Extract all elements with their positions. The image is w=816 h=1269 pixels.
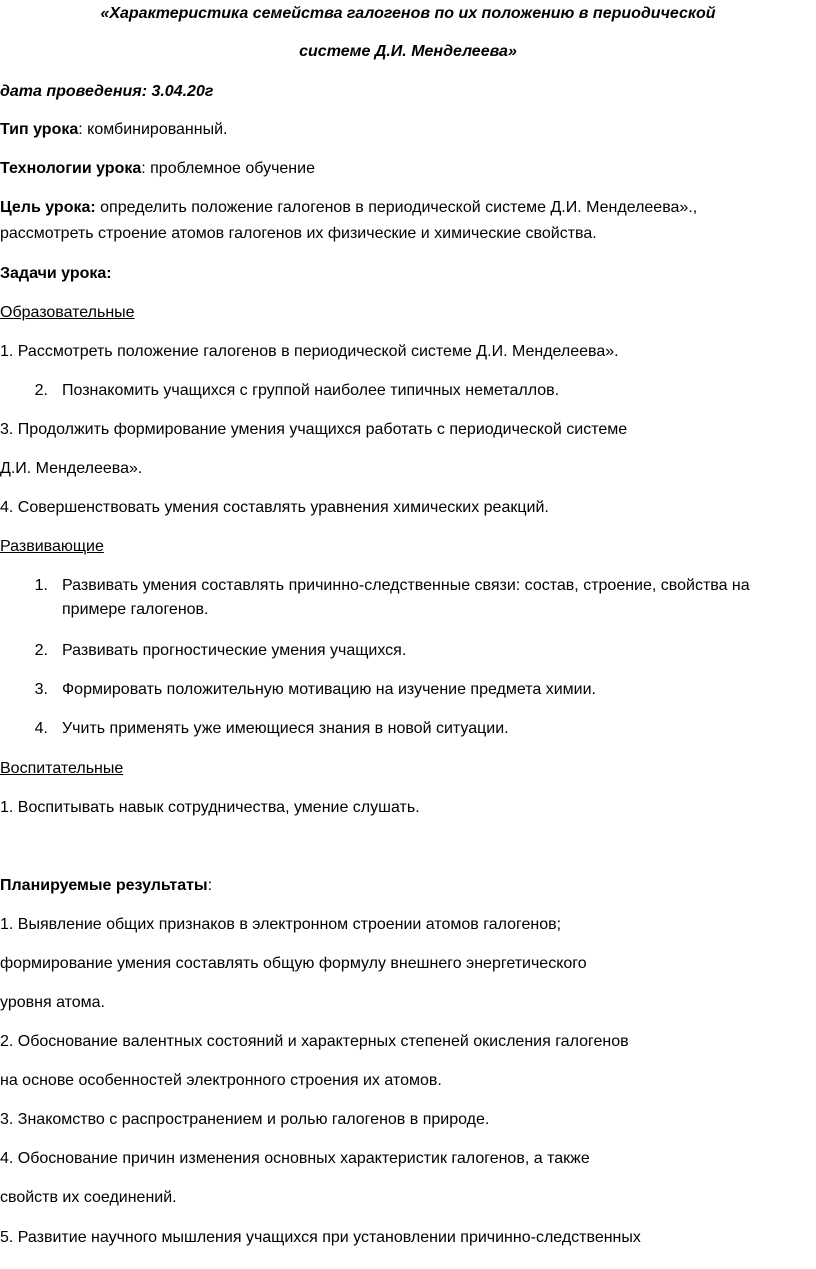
results-line-8: свойств их соединений. — [0, 1189, 177, 1206]
results-line-7: 4. Обоснование причин изменения основных характеристик галогенов, а также — [0, 1150, 590, 1167]
educational-item-2-text: Познакомить учащихся с группой наиболее типичных неметаллов. — [62, 382, 560, 399]
results-heading — [0, 876, 212, 896]
developing-item-1 — [24, 576, 750, 596]
developing-item-1-text-1: Развивать умения составлять причинно-следственные связи: состав, строение, свойства на — [62, 577, 750, 594]
developing-item-4-number: 4. — [34, 720, 48, 737]
developing-item-3-text: Формировать положительную мотивацию на изучение предмета химии. — [62, 681, 596, 698]
developing-item-3-number: 3. — [34, 681, 48, 698]
educational-heading: Образовательные — [0, 304, 135, 321]
results-line-4: 2. Обоснование валентных состояний и характерных степеней окисления галогенов — [0, 1033, 629, 1050]
title-line-2: системе Д.И. Менделеева» — [299, 43, 517, 60]
developing-item-4 — [24, 719, 509, 739]
goal-text-1: определить положение галогенов в периодической системе Д.И. Менделеева»., — [95, 199, 698, 216]
developing-item-2-text: Развивать прогностические умения учащихся. — [62, 642, 407, 659]
educational-item-2 — [24, 381, 559, 401]
educational-item-4: 4. Совершенствовать умения составлять уравнения химических реакций. — [0, 499, 549, 516]
results-line-5: на основе особенностей электронного строения их атомов. — [0, 1072, 442, 1089]
lesson-type-label: Тип урока — [0, 121, 79, 138]
developing-item-3 — [24, 680, 596, 700]
results-line-1: 1. Выявление общих признаков в электронном строении атомов галогенов; — [0, 916, 562, 933]
upbringing-heading: Воспитательные — [0, 760, 124, 777]
educational-item-3-line-2: Д.И. Менделеева». — [0, 460, 143, 477]
goal-text-2: рассмотреть строение атомов галогенов их физические и химические свойства. — [0, 225, 597, 242]
lesson-goal — [0, 198, 697, 218]
title-line-1: «Характеристика семейства галогенов по их положению в периодической — [100, 5, 716, 22]
lesson-type — [0, 120, 227, 140]
results-line-6: 3. Знакомство с распространением и ролью галогенов в природе. — [0, 1111, 490, 1128]
technologies-label: Технологии урока — [0, 160, 142, 177]
results-line-9: 5. Развитие научного мышления учащихся при установлении причинно-следственных — [0, 1229, 641, 1246]
developing-item-1-text-2: примере галогенов. — [62, 601, 209, 618]
developing-item-2-number: 2. — [34, 642, 48, 659]
developing-item-1-number: 1. — [34, 577, 48, 594]
upbringing-item-1: 1. Воспитывать навык сотрудничества, умение слушать. — [0, 799, 420, 816]
educational-item-3-line-1: 3. Продолжить формирование умения учащихся работать с периодической системе — [0, 421, 628, 438]
tasks-heading: Задачи урока: — [0, 265, 112, 282]
results-colon: : — [207, 877, 213, 894]
developing-heading: Развивающие — [0, 538, 104, 555]
educational-item-1: 1. Рассмотреть положение галогенов в периодической системе Д.И. Менделеева». — [0, 343, 619, 360]
results-label: Планируемые результаты — [0, 877, 208, 894]
educational-item-2-number: 2. — [34, 382, 48, 399]
results-line-2: формирование умения составлять общую формулу внешнего энергетического — [0, 955, 587, 972]
lesson-technologies — [0, 159, 315, 179]
lesson-date: дата проведения: 3.04.20г — [0, 83, 214, 100]
technologies-value: : проблемное обучение — [141, 160, 315, 177]
goal-label: Цель урока: — [0, 199, 96, 216]
developing-item-2 — [24, 641, 406, 661]
lesson-type-value: : комбинированный. — [78, 121, 228, 138]
developing-item-4-text: Учить применять уже имеющиеся знания в новой ситуации. — [62, 720, 509, 737]
results-line-3: уровня атома. — [0, 994, 105, 1011]
